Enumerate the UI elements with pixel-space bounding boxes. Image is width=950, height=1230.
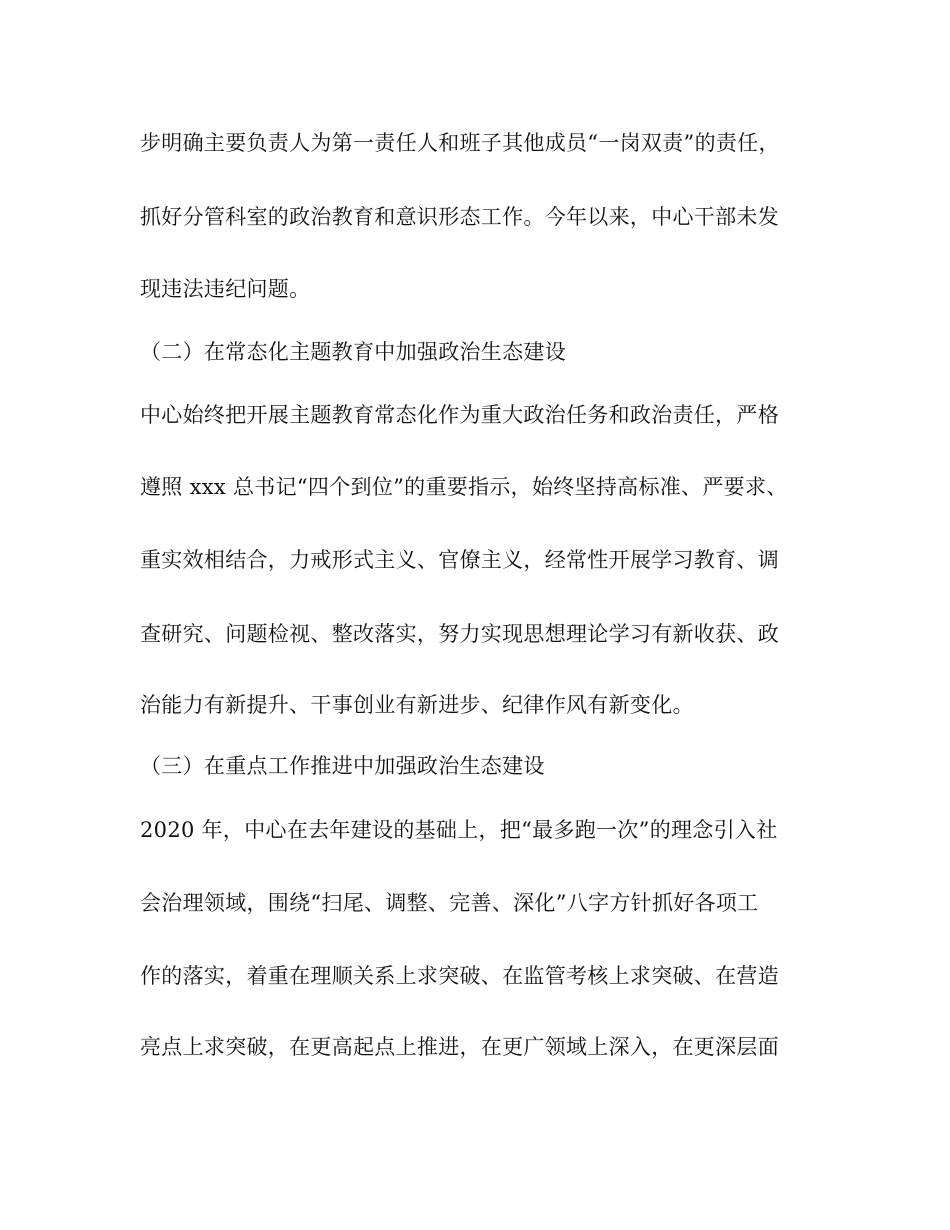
paragraph-3-line-2: 会治理领域，围绕“扫尾、调整、完善、深化”八字方针抓好各项工 — [140, 891, 759, 915]
paragraph-3-line-1: 2020 年，中心在去年建设的基础上，把“最多跑一次”的理念引入社 — [140, 818, 778, 842]
section-heading-3: （三）在重点工作推进中加强政治生态建设 — [140, 754, 545, 778]
section-heading-2: （二）在常态化主题教育中加强政治生态建设 — [140, 340, 566, 364]
paragraph-1-line-1: 步明确主要负责人为第一责任人和班子其他成员“一岗双责”的责任， — [140, 131, 780, 155]
paragraph-2-line-3: 重实效相结合，力戒形式主义、官僚主义，经常性开展学习教育、调 — [140, 548, 779, 572]
paragraph-2-line-1: 中心始终把开展主题教育常态化作为重大政治任务和政治责任，严格 — [140, 403, 779, 427]
paragraph-3-line-3: 作的落实，着重在理顺关系上求突破、在监管考核上求突破、在营造 — [140, 964, 779, 988]
paragraph-2-line-4: 查研究、问题检视、整改落实，努力实现思想理论学习有新收获、政 — [140, 622, 779, 646]
paragraph-2-line-2: 遵照 xxx 总书记“四个到位”的重要指示，始终坚持高标准、严要求、 — [140, 475, 788, 499]
paragraph-2-line-5: 治能力有新提升、干事创业有新进步、纪律作风有新变化。 — [140, 693, 694, 717]
paragraph-3-line-4: 亮点上求突破，在更高起点上推进，在更广领域上深入，在更深层面 — [140, 1035, 779, 1059]
paragraph-1-line-3: 现违法违纪问题。 — [140, 277, 311, 301]
paragraph-1-line-2: 抓好分管科室的政治教育和意识形态工作。今年以来，中心干部未发 — [140, 205, 779, 229]
